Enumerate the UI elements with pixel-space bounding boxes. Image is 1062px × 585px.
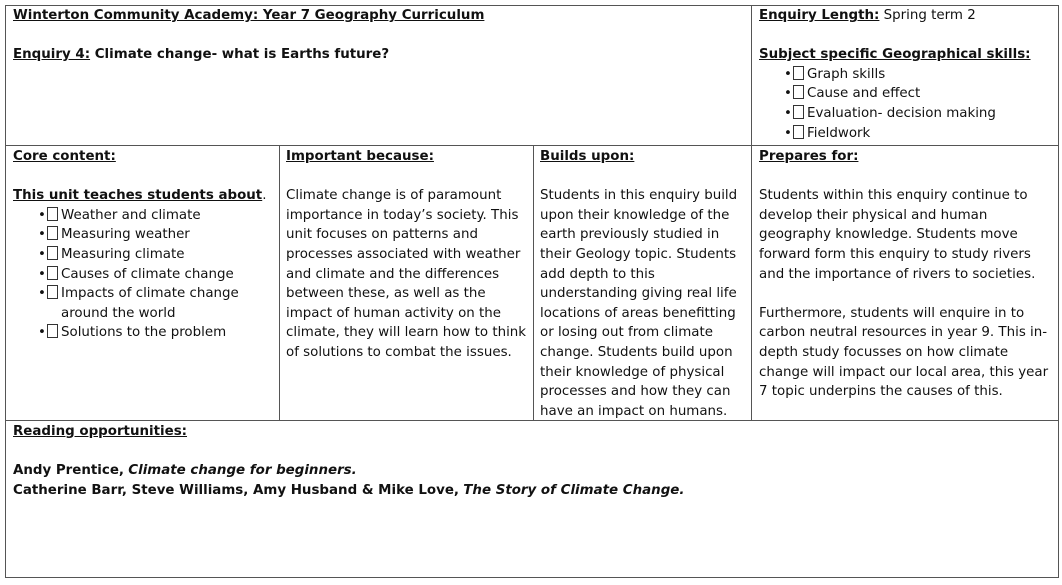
skills-list (759, 65, 1054, 143)
builds-cell (540, 147, 747, 421)
builds-heading: Builds upon: (540, 149, 635, 164)
bullet-icon: • (784, 65, 804, 85)
list-item: • Cause and effect (759, 84, 1054, 104)
table-border-right (1058, 5, 1059, 578)
length-value: Spring term 2 (883, 8, 976, 23)
enquiry-line (13, 45, 743, 65)
bullet-icon: • (38, 245, 58, 265)
header-left-cell (13, 6, 743, 65)
list-item: • Impacts of climate change around the world (38, 286, 239, 321)
table-border-bottom (5, 577, 1059, 578)
school-title: Winterton Community Academy: Year 7 Geography Curriculum (13, 8, 485, 23)
builds-text: Students in this enquiry build upon their knowledge of the earth previously studied in their Geology topic. Students add depth to this understanding giving real life locations of areas benefitting or losing out from climate change. Students build upon their knowledge of physical processes and how they can have an impact on humans. (540, 188, 738, 419)
reading-item: Andy Prentice, Climate change for beginners. (13, 463, 357, 479)
prepares-para-2: Furthermore, students will enquire in to carbon neutral resources in year 9. This in-depth study focusses on how climate change will impact our local area, this year 7 topic underpins the causes of this. (759, 305, 1049, 400)
prepares-para-1: Students within this enquiry continue to develop their physical and human geography knowledge. Students move forward form this enquiry to study rivers and the importance of rivers to societies. (759, 188, 1036, 282)
column-divider-1 (279, 145, 280, 421)
reading-cell (13, 422, 1053, 500)
important-heading: Important because: (286, 149, 434, 164)
reading-item: Catherine Barr, Steve Williams, Amy Husband & Mike Love, The Story of Climate Change. (13, 482, 685, 498)
bullet-icon: • (784, 84, 804, 104)
list-item: • Graph skills (759, 65, 1054, 85)
prepares-cell (759, 147, 1054, 402)
header-right-cell (759, 6, 1054, 143)
bullet-icon: • (38, 265, 58, 285)
skills-heading: Subject specific Geographical skills: (759, 47, 1031, 63)
core-content-cell (13, 147, 275, 343)
list-item: • Measuring weather (13, 225, 275, 245)
core-heading: Core content: (13, 149, 116, 164)
important-text: Climate change is of paramount importance in today’s society. This unit focuses on patterns and processes associated with weather and climate and the differences between these, as well as the impact of human activity on the climate, they will learn how to think of solutions to combat the issues. (286, 188, 527, 360)
important-cell (286, 147, 529, 363)
prepares-heading: Prepares for: (759, 149, 859, 164)
bullet-icon: • (38, 323, 58, 343)
bullet-icon: • (38, 284, 58, 304)
bullet-icon: • (784, 124, 804, 144)
core-intro-period: . (262, 188, 267, 204)
list-item: • Weather and climate (13, 206, 275, 226)
enquiry-label: Enquiry 4: (13, 47, 91, 63)
core-intro-line (13, 186, 275, 206)
list-item: • Solutions to the problem (13, 323, 275, 343)
bullet-icon: • (784, 104, 804, 124)
column-divider-2 (533, 145, 534, 421)
column-divider-3 (751, 5, 752, 421)
list-item: • Causes of climate change (13, 265, 275, 285)
length-label: Enquiry Length: (759, 8, 880, 23)
bullet-icon: • (38, 225, 58, 245)
core-list (13, 206, 275, 343)
list-item: • Evaluation- decision making (759, 104, 1054, 124)
enquiry-title: Climate change- what is Earths future? (94, 47, 390, 63)
list-item: • Fieldwork (759, 124, 1054, 144)
length-line (759, 6, 1054, 26)
list-item: • Measuring climate (13, 245, 275, 265)
reading-heading: Reading opportunities: (13, 424, 188, 439)
core-intro: This unit teaches students about (13, 188, 263, 204)
table-divider-header (5, 145, 1059, 146)
table-border-left (5, 5, 6, 578)
bullet-icon: • (38, 206, 58, 226)
table-divider-content (5, 420, 1059, 421)
